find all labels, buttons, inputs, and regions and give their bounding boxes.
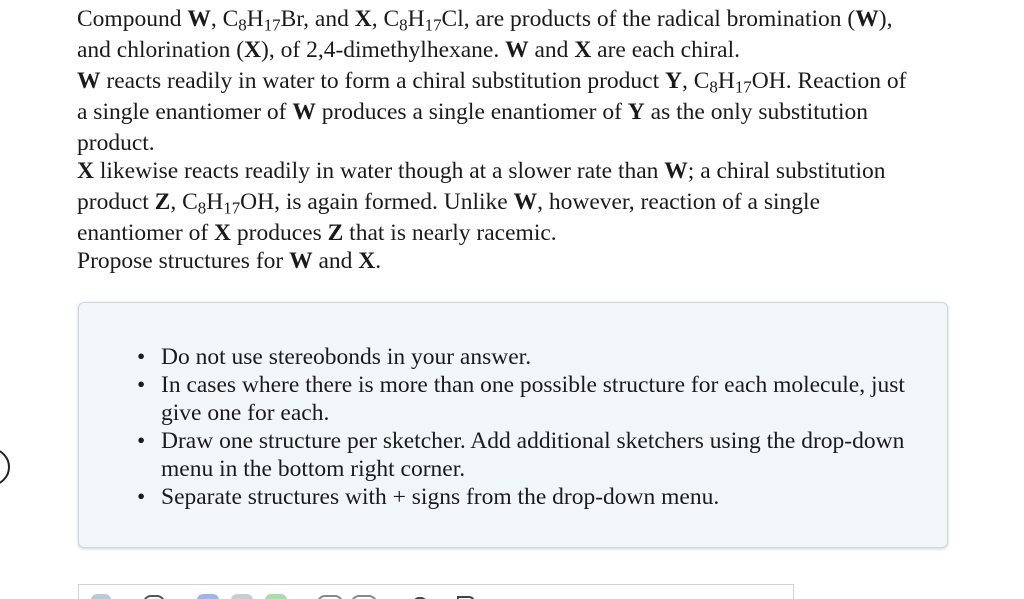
sketcher-toolbar <box>78 584 794 599</box>
text: and chlorination ( <box>77 37 245 63</box>
question-paragraph-4 <box>77 246 977 277</box>
bond-icon[interactable] <box>197 594 219 599</box>
text: are each chiral. <box>591 37 741 63</box>
text: likewise reacts readily in water though at a slower rate than <box>93 158 665 184</box>
instruction-item <box>137 371 941 427</box>
compound-x: X <box>77 158 94 184</box>
text: Compound <box>77 6 188 32</box>
text: OH, is again formed. Unlike <box>240 189 514 215</box>
bullet-icon: • <box>137 484 146 510</box>
subscript: 17 <box>424 15 442 35</box>
text: H <box>407 6 425 32</box>
compound-w: W <box>513 189 538 215</box>
subscript: 17 <box>734 77 752 97</box>
compound-y: Y <box>664 68 682 94</box>
text: , C <box>371 6 400 32</box>
bullet-icon: • <box>137 344 146 370</box>
select-tool-icon[interactable] <box>91 594 111 599</box>
text: that is nearly racemic. <box>343 220 557 246</box>
compound-w: W <box>664 158 688 184</box>
question-paragraph-1 <box>77 4 977 66</box>
text: H <box>206 189 224 215</box>
instruction-item <box>137 483 941 511</box>
text: Cl, are products of the radical bromination ( <box>441 6 856 32</box>
instruction-item <box>137 343 941 371</box>
compound-z: Z <box>154 189 171 215</box>
text: . <box>375 248 382 274</box>
compound-w: W <box>292 99 316 125</box>
text: product. <box>77 130 155 156</box>
text: produces a single enantiomer of <box>315 99 628 125</box>
instruction-text: Do not use stereobonds in your answer. <box>161 344 532 370</box>
text: reacts readily in water to form a chiral substitution product <box>100 68 665 94</box>
radio-button[interactable] <box>0 448 10 486</box>
compound-w: W <box>505 37 529 63</box>
instructions-box <box>78 302 948 548</box>
text: as the only substitution <box>644 99 869 125</box>
text: ), <box>878 6 893 32</box>
text: enantiomer of <box>77 220 215 246</box>
compound-z: Z <box>327 220 344 246</box>
instruction-text: give one for each. <box>161 400 330 426</box>
compound-w: W <box>77 68 101 94</box>
subscript: 8 <box>399 15 408 35</box>
text: , C <box>170 189 198 215</box>
text: and <box>528 37 575 63</box>
compound-x: X <box>574 37 592 63</box>
subscript: 17 <box>223 198 241 218</box>
compound-x: X <box>354 6 372 32</box>
bullet-icon: • <box>137 428 146 454</box>
text: product <box>77 189 155 215</box>
text: and <box>312 248 359 274</box>
instruction-text: In cases where there is more than one possible structure for each molecule, just <box>161 372 905 398</box>
undo-icon[interactable] <box>317 595 343 599</box>
subscript: 17 <box>263 15 281 35</box>
compound-w: W <box>289 248 313 274</box>
text: ), of 2,4-dimethylhexane. <box>261 37 506 63</box>
text: , however, reaction of a single <box>537 189 821 215</box>
subscript: 8 <box>709 77 718 97</box>
instruction-text: Draw one structure per sketcher. Add additional sketchers using the drop-down <box>161 428 905 454</box>
ring-icon[interactable] <box>231 594 253 599</box>
compound-w: W <box>187 6 211 32</box>
subscript: 8 <box>238 15 247 35</box>
text: a single enantiomer of <box>77 99 293 125</box>
subscript: 8 <box>197 198 207 218</box>
redo-icon[interactable] <box>351 595 377 599</box>
lasso-icon[interactable] <box>143 595 165 599</box>
text: ; a chiral substitution <box>687 158 886 184</box>
question-paragraph-2 <box>77 66 977 159</box>
compound-y: Y <box>627 99 645 125</box>
text: H <box>717 68 735 94</box>
compound-w: W <box>855 6 879 32</box>
question-text <box>77 4 977 277</box>
text: OH. Reaction of <box>751 68 907 94</box>
instructions-list <box>137 343 941 511</box>
text: H <box>246 6 264 32</box>
bullet-icon: • <box>137 372 146 398</box>
template-icon[interactable] <box>265 594 287 599</box>
instruction-text: menu in the bottom right corner. <box>161 456 466 482</box>
compound-x: X <box>244 37 262 63</box>
text: , C <box>210 6 239 32</box>
text: produces <box>231 220 328 246</box>
compound-x: X <box>214 220 232 246</box>
instruction-text: Separate structures with + signs from the drop-down menu. <box>161 484 720 510</box>
text: Propose structures for <box>77 248 290 274</box>
question-paragraph-3 <box>77 156 977 249</box>
text: Br, and <box>280 6 355 32</box>
text: , C <box>681 68 710 94</box>
instruction-item <box>137 427 941 483</box>
compound-x: X <box>358 248 376 274</box>
